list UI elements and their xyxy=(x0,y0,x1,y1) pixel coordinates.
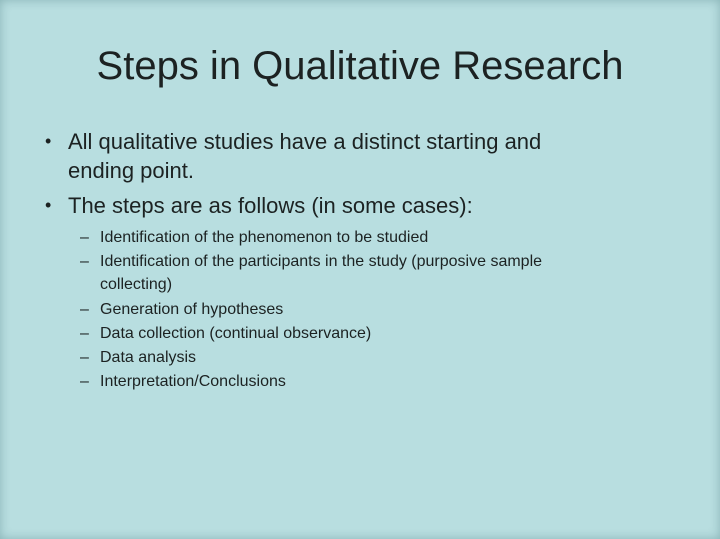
dash-icon: – xyxy=(80,324,89,342)
dash-icon: – xyxy=(80,253,89,271)
sub-bullet-text: Data collection (continual observance) xyxy=(100,324,372,342)
bullet-dot-icon: • xyxy=(45,131,52,151)
sub-bullet-item-2 xyxy=(80,250,720,296)
slide-body xyxy=(0,127,720,393)
bullet-text: The steps are as follows (in some cases): xyxy=(68,193,473,219)
bullet-item-1 xyxy=(45,127,720,185)
dash-icon: – xyxy=(80,229,89,247)
sub-bullet-item-1 xyxy=(80,226,720,249)
bullet-dot-icon: • xyxy=(45,195,52,216)
sub-bullet-text: Data analysis xyxy=(100,349,197,367)
bullet-text: All qualitative studies have a distinct starting and ending point. xyxy=(68,129,542,184)
sub-bullet-item-6 xyxy=(80,370,720,393)
sub-bullet-text: Generation of hypotheses xyxy=(100,300,284,318)
dash-icon: – xyxy=(80,373,89,391)
sub-bullet-text: Identification of the phenomenon to be studied xyxy=(100,229,429,247)
sub-bullet-item-5 xyxy=(80,346,720,369)
sub-bullet-text: Interpretation/Conclusions xyxy=(100,373,286,391)
dash-icon: – xyxy=(80,349,89,367)
sub-bullet-text: Identification of the participants in the study (purposive sample collecting) xyxy=(100,253,543,294)
dash-icon: – xyxy=(80,300,89,318)
sub-bullet-list xyxy=(80,226,720,393)
sub-bullet-item-4 xyxy=(80,322,720,345)
sub-bullet-item-3 xyxy=(80,298,720,321)
slide-title: Steps in Qualitative Research xyxy=(96,44,624,88)
bullet-item-2 xyxy=(45,191,720,220)
